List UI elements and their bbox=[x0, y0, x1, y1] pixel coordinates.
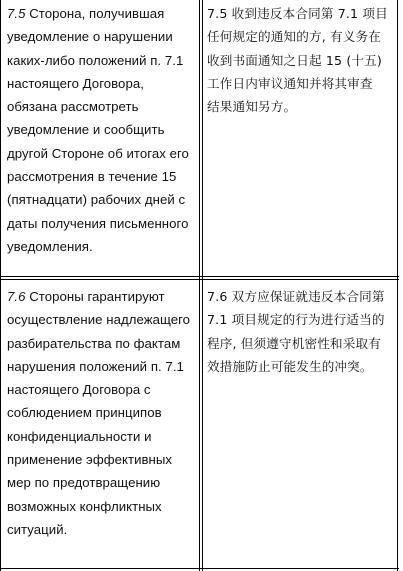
row-divider bbox=[1, 276, 399, 277]
column-divider-inner bbox=[202, 0, 203, 571]
clause-number: 7.5 bbox=[7, 6, 26, 21]
row-divider-inner bbox=[1, 279, 399, 280]
clause-text: Сторона, получившая уведомление о нарушении каких-либо положений п. 7.1 настоящего Договора, обязана рассмотреть уведомление и сообщить другой Стороне об итогах его рассмотрения в течение 15 (пятнадцати) рабочих дней с даты получения письменного уведомления. bbox=[7, 6, 189, 254]
clause-7-6-chinese: 7.6 双方应保证就违反本合同第 7.1 项目规定的行为进行适当的 程序, 但须遵守机密性和采取有 效措施防止可能发生的冲突。 bbox=[207, 289, 385, 374]
clause-7-6-russian bbox=[7, 285, 197, 541]
clause-text: Стороны гарантируют осуществление надлежащего разбирательства по фактам нарушения положений п. 7.1 настоящего Договора с соблюдением принципов конфиденциальности и применение эффективных мер по предотвращению возможных конфликтных ситуаций. bbox=[7, 289, 191, 537]
clause-7-5-chinese: 7.5 收到违反本合同第 7.1 项目 任何规定的通知的方, 有义务在 收到书面通知之日起 15 (十五) 工作日内审议通知并将其审查 结果通知另方。 bbox=[207, 6, 388, 115]
table-bottom-line bbox=[1, 568, 399, 569]
clause-number: 7.6 bbox=[7, 289, 26, 304]
clause-7-5-russian bbox=[7, 2, 197, 258]
column-divider bbox=[199, 0, 200, 571]
